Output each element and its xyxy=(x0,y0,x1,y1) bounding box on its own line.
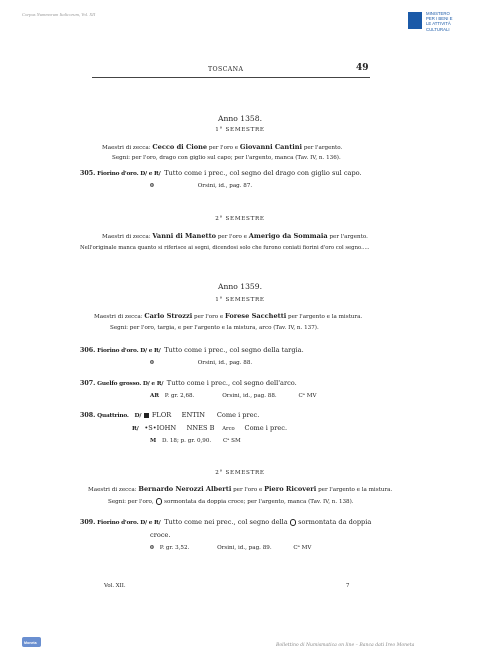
entry-308-reverse: R/ •S•IOHN NNES B Arco Come i prec. xyxy=(132,424,288,432)
header-rule xyxy=(92,77,370,78)
note-line: Nell'originale manca quanto si riferisce ai segni, dicendosi solo che furono coniati fiorini d'oro col segno..... xyxy=(80,245,370,251)
mint-masters-line: Maestri di zecca: Vanni di Manetto per l'oro e Amerigo da Sommaia per l'argento. xyxy=(102,232,368,240)
entry-309-meta: 0 P. gr. 3,52. Orsini, id., pag. 89. Cᵃ MV xyxy=(150,545,312,551)
database-credit: Bollettino di Numismatica on line – Banca dati Ireo Moneta xyxy=(276,643,415,648)
mint-masters-line: Maestri di zecca: Bernardo Nerozzi Alberti per l'oro e Piero Ricoveri per l'argento e la mistura. xyxy=(88,485,393,493)
volume-label: Vol. XII. xyxy=(104,583,126,589)
entry-307: 307. Guelfo grosso. D/ e R/ Tutto come i prec., col segno dell'arco. xyxy=(80,379,297,387)
entry-309-continued: croce. xyxy=(150,531,171,539)
signature-mark: 7 xyxy=(346,583,350,589)
circle-sign-icon xyxy=(290,519,297,526)
entry-306: 306. Fiorino d'oro. D/ e R/ Tutto come i prec., col segno della targia. xyxy=(80,346,304,354)
signs-line: Segni: per l'oro, targia, e per l'argento e la mistura, arco (Tav. IV, n. 137). xyxy=(110,325,319,331)
semester-heading: 1° SEMESTRE xyxy=(215,127,265,133)
ministry-logo-icon xyxy=(408,12,422,29)
entry-308: 308. Quattrino. D/ FLOR ENTIN Come i prec. xyxy=(80,411,260,419)
ministry-logo-text: MINISTERO PER I BENI E LE ATTIVITÀ CULTURALI xyxy=(426,11,453,32)
entry-305: 305. Fiorino d'oro. D/ e R/ Tutto come i prec., col segno del drago con giglio sul capo. xyxy=(80,169,362,177)
entry-307-meta: AR P. gr. 2,68. Orsini, id., pag. 88. Cᵃ MV xyxy=(150,393,317,399)
entry-308-meta: M D. 18; p. gr. 0,90. Cᵃ SM xyxy=(150,438,241,444)
semester-heading: 2° SEMESTRE xyxy=(215,216,265,222)
signs-line: Segni: per l'oro, sormontata da doppia croce; per l'argento, manca (Tav. IV, n. 138). xyxy=(108,498,354,505)
year-title-1359: Anno 1359. xyxy=(218,282,262,291)
moneta-logo-text: Moneta xyxy=(24,641,37,645)
running-title: TOSCANA xyxy=(208,66,244,73)
semester-heading: 1° SEMESTRE xyxy=(215,297,265,303)
mint-masters-line: Maestri di zecca: Cecco di Cione per l'oro e Giovanni Cantini per l'argento. xyxy=(102,143,343,151)
signs-line: Segni: per l'oro, drago con giglio sul capo; per l'argento, manca (Tav. IV, n. 136). xyxy=(112,155,341,161)
entry-306-meta: 0 Orsini, id., pag. 88. xyxy=(150,360,253,366)
lily-icon xyxy=(144,413,149,418)
year-title-1358: Anno 1358. xyxy=(218,114,262,123)
page-number: 49 xyxy=(356,63,369,73)
mint-masters-line: Maestri di zecca: Carlo Strozzi per l'oro e Forese Sacchetti per l'argento e la mistura. xyxy=(94,312,363,320)
circle-sign-icon xyxy=(156,498,163,505)
entry-309: 309. Fiorino d'oro. D/ e R/ Tutto come nei prec., col segno della sormontata da doppia xyxy=(80,518,372,526)
entry-305-meta: 0 Orsini, id., pag. 87. xyxy=(150,183,253,189)
collection-header: Corpus Nummorum Italicorum, Vol. XII xyxy=(22,12,96,17)
semester-heading: 2° SEMESTRE xyxy=(215,470,265,476)
